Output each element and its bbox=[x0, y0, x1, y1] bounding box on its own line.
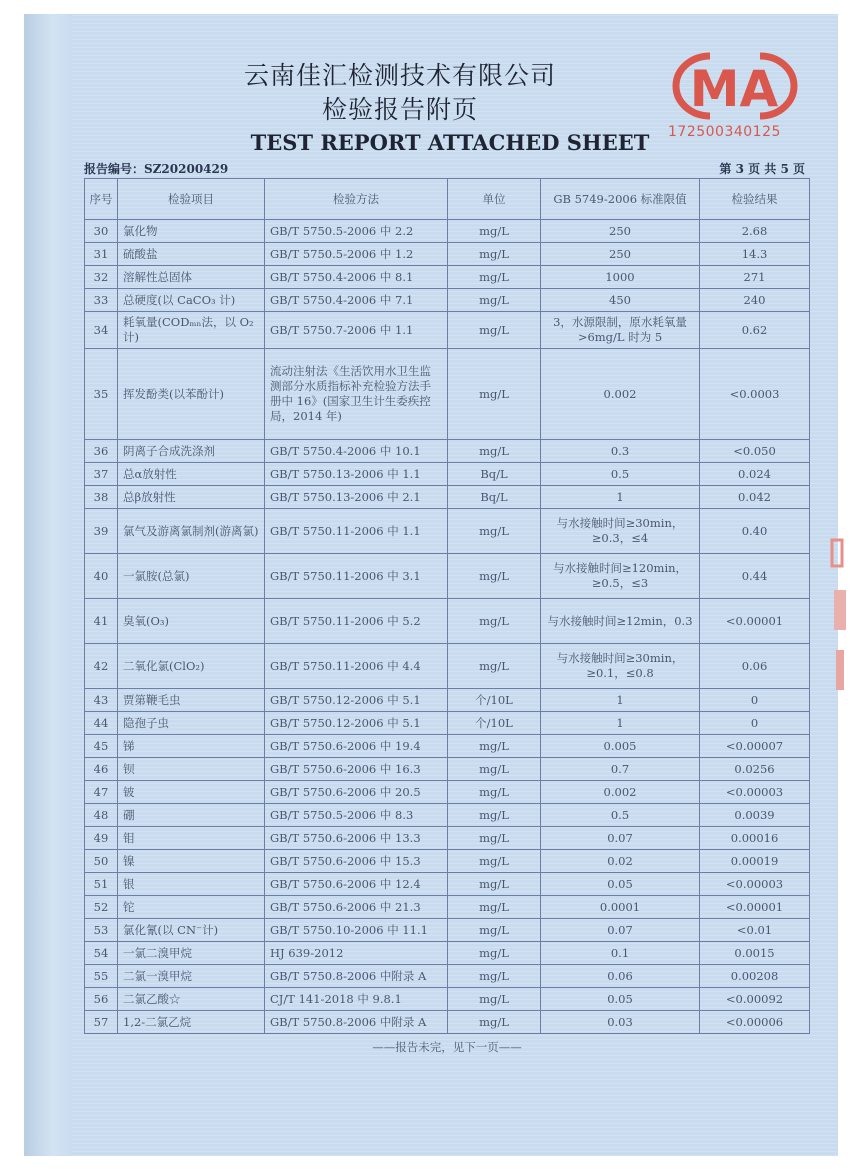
table-header-row bbox=[85, 179, 810, 220]
cell-result: 0.042 bbox=[700, 486, 810, 509]
cell-method: GB/T 5750.5-2006 中 2.2 bbox=[265, 220, 448, 243]
cell-method: GB/T 5750.4-2006 中 7.1 bbox=[265, 289, 448, 312]
cell-method: GB/T 5750.8-2006 中附录 A bbox=[265, 965, 448, 988]
cell-item: 二氧化氯(ClO₂) bbox=[118, 644, 265, 689]
cell-item: 一氯二溴甲烷 bbox=[118, 942, 265, 965]
cell-unit: mg/L bbox=[448, 554, 541, 599]
cell-result: <0.0003 bbox=[700, 349, 810, 440]
cell-unit: mg/L bbox=[448, 266, 541, 289]
seal-stamp-edge bbox=[828, 530, 850, 700]
cma-logo bbox=[670, 50, 798, 122]
cell-no: 30 bbox=[85, 220, 118, 243]
cell-result: 0.00208 bbox=[700, 965, 810, 988]
table-row bbox=[85, 440, 810, 463]
table-row bbox=[85, 850, 810, 873]
cell-method: GB/T 5750.6-2006 中 13.3 bbox=[265, 827, 448, 850]
cell-result: 14.3 bbox=[700, 243, 810, 266]
cell-method: GB/T 5750.11-2006 中 5.2 bbox=[265, 599, 448, 644]
cell-limit: 0.0001 bbox=[541, 896, 700, 919]
cell-no: 48 bbox=[85, 804, 118, 827]
cell-method: GB/T 5750.10-2006 中 11.1 bbox=[265, 919, 448, 942]
cell-method: GB/T 5750.8-2006 中附录 A bbox=[265, 1011, 448, 1034]
table-row bbox=[85, 463, 810, 486]
cell-method: GB/T 5750.12-2006 中 5.1 bbox=[265, 689, 448, 712]
table-row bbox=[85, 243, 810, 266]
cell-item: 硫酸盐 bbox=[118, 243, 265, 266]
results-table bbox=[84, 178, 810, 1060]
report-number: 报告编号：SZ20200429 bbox=[84, 162, 229, 176]
header-result: 检验结果 bbox=[700, 179, 810, 220]
cell-limit: 0.002 bbox=[541, 349, 700, 440]
cell-item: 总硬度(以 CaCO₃ 计) bbox=[118, 289, 265, 312]
cell-no: 44 bbox=[85, 712, 118, 735]
cell-unit: mg/L bbox=[448, 804, 541, 827]
cell-result: 0.44 bbox=[700, 554, 810, 599]
cell-unit: mg/L bbox=[448, 509, 541, 554]
cell-method: GB/T 5750.6-2006 中 20.5 bbox=[265, 781, 448, 804]
cell-limit: 250 bbox=[541, 243, 700, 266]
cell-limit: 0.05 bbox=[541, 988, 700, 1011]
cell-result: 0.0256 bbox=[700, 758, 810, 781]
cell-result: 0 bbox=[700, 689, 810, 712]
header-no: 序号 bbox=[85, 179, 118, 220]
cell-no: 40 bbox=[85, 554, 118, 599]
cell-result: <0.00001 bbox=[700, 599, 810, 644]
cell-no: 41 bbox=[85, 599, 118, 644]
cell-limit: 0.7 bbox=[541, 758, 700, 781]
cell-unit: 个/10L bbox=[448, 689, 541, 712]
cell-limit: 0.03 bbox=[541, 1011, 700, 1034]
cell-no: 54 bbox=[85, 942, 118, 965]
cell-result: 0.00019 bbox=[700, 850, 810, 873]
cell-limit: 0.05 bbox=[541, 873, 700, 896]
cell-item: 氯化物 bbox=[118, 220, 265, 243]
cell-unit: mg/L bbox=[448, 942, 541, 965]
cell-limit: 0.3 bbox=[541, 440, 700, 463]
cell-method: GB/T 5750.5-2006 中 8.3 bbox=[265, 804, 448, 827]
english-title: TEST REPORT ATTACHED SHEET bbox=[250, 130, 650, 155]
cell-limit: 250 bbox=[541, 220, 700, 243]
header-method: 检验方法 bbox=[265, 179, 448, 220]
cell-limit: 0.02 bbox=[541, 850, 700, 873]
cell-item: 硼 bbox=[118, 804, 265, 827]
cell-unit: mg/L bbox=[448, 220, 541, 243]
cell-unit: mg/L bbox=[448, 440, 541, 463]
cell-result: 0.0039 bbox=[700, 804, 810, 827]
cell-unit: Bq/L bbox=[448, 463, 541, 486]
cell-unit: mg/L bbox=[448, 243, 541, 266]
cell-item: 1,2-二氯乙烷 bbox=[118, 1011, 265, 1034]
cell-no: 57 bbox=[85, 1011, 118, 1034]
table-row bbox=[85, 689, 810, 712]
cell-limit: 与水接触时间≥30min，≥0.3，≤4 bbox=[541, 509, 700, 554]
cell-no: 47 bbox=[85, 781, 118, 804]
cell-no: 35 bbox=[85, 349, 118, 440]
cell-unit: Bq/L bbox=[448, 486, 541, 509]
cell-method: GB/T 5750.6-2006 中 21.3 bbox=[265, 896, 448, 919]
cell-limit: 1000 bbox=[541, 266, 700, 289]
cell-result: 0.06 bbox=[700, 644, 810, 689]
cell-result: <0.00006 bbox=[700, 1011, 810, 1034]
cell-no: 49 bbox=[85, 827, 118, 850]
cell-unit: mg/L bbox=[448, 896, 541, 919]
cell-result: 0.00016 bbox=[700, 827, 810, 850]
cell-limit: 与水接触时间≥30min，≥0.1，≤0.8 bbox=[541, 644, 700, 689]
cell-method: GB/T 5750.5-2006 中 1.2 bbox=[265, 243, 448, 266]
cell-result: 0.62 bbox=[700, 312, 810, 349]
cell-unit: mg/L bbox=[448, 919, 541, 942]
table-row bbox=[85, 312, 810, 349]
cell-method: GB/T 5750.4-2006 中 10.1 bbox=[265, 440, 448, 463]
company-name: 云南佳汇检测技术有限公司 bbox=[243, 61, 556, 90]
cell-no: 42 bbox=[85, 644, 118, 689]
cell-item: 锑 bbox=[118, 735, 265, 758]
cell-result: <0.00001 bbox=[700, 896, 810, 919]
cell-unit: mg/L bbox=[448, 644, 541, 689]
cell-method: GB/T 5750.13-2006 中 1.1 bbox=[265, 463, 448, 486]
cell-method: GB/T 5750.11-2006 中 1.1 bbox=[265, 509, 448, 554]
cell-limit: 0.1 bbox=[541, 942, 700, 965]
cell-limit: 0.5 bbox=[541, 463, 700, 486]
cell-result: <0.00007 bbox=[700, 735, 810, 758]
cell-item: 镍 bbox=[118, 850, 265, 873]
table-row bbox=[85, 509, 810, 554]
cell-limit: 0.06 bbox=[541, 965, 700, 988]
cell-method: GB/T 5750.12-2006 中 5.1 bbox=[265, 712, 448, 735]
cell-result: <0.050 bbox=[700, 440, 810, 463]
cell-unit: 个/10L bbox=[448, 712, 541, 735]
cell-result: 0 bbox=[700, 712, 810, 735]
cell-item: 铍 bbox=[118, 781, 265, 804]
table-row bbox=[85, 486, 810, 509]
cell-item: 氯气及游离氯制剂(游离氯) bbox=[118, 509, 265, 554]
cell-no: 39 bbox=[85, 509, 118, 554]
cell-method: CJ/T 141-2018 中 9.8.1 bbox=[265, 988, 448, 1011]
table-row bbox=[85, 988, 810, 1011]
header-item: 检验项目 bbox=[118, 179, 265, 220]
cell-unit: mg/L bbox=[448, 873, 541, 896]
table-row bbox=[85, 804, 810, 827]
table-row bbox=[85, 220, 810, 243]
table-footer-row bbox=[85, 1034, 810, 1061]
cell-no: 32 bbox=[85, 266, 118, 289]
cell-unit: mg/L bbox=[448, 758, 541, 781]
cell-item: 贾第鞭毛虫 bbox=[118, 689, 265, 712]
cell-method: HJ 639-2012 bbox=[265, 942, 448, 965]
cell-no: 56 bbox=[85, 988, 118, 1011]
cell-method: 流动注射法《生活饮用水卫生监测部分水质指标补充检验方法手册中 16》(国家卫生计生委疾控局，2014 年) bbox=[265, 349, 448, 440]
table-row bbox=[85, 758, 810, 781]
cell-no: 31 bbox=[85, 243, 118, 266]
cell-unit: mg/L bbox=[448, 965, 541, 988]
cell-no: 43 bbox=[85, 689, 118, 712]
cell-limit: 与水接触时间≥120min，≥0.5，≤3 bbox=[541, 554, 700, 599]
table-row bbox=[85, 735, 810, 758]
cell-no: 52 bbox=[85, 896, 118, 919]
cell-result: 2.68 bbox=[700, 220, 810, 243]
cell-result: <0.00092 bbox=[700, 988, 810, 1011]
table-row bbox=[85, 873, 810, 896]
cell-result: <0.00003 bbox=[700, 873, 810, 896]
cell-method: GB/T 5750.6-2006 中 19.4 bbox=[265, 735, 448, 758]
cell-unit: mg/L bbox=[448, 599, 541, 644]
cell-unit: mg/L bbox=[448, 735, 541, 758]
page-fold-shadow bbox=[24, 14, 72, 1156]
cell-item: 氯化氰(以 CN⁻计) bbox=[118, 919, 265, 942]
cell-method: GB/T 5750.7-2006 中 1.1 bbox=[265, 312, 448, 349]
cell-method: GB/T 5750.6-2006 中 12.4 bbox=[265, 873, 448, 896]
cell-item: 二氯乙酸☆ bbox=[118, 988, 265, 1011]
cell-limit: 1 bbox=[541, 486, 700, 509]
cell-item: 隐孢子虫 bbox=[118, 712, 265, 735]
cell-no: 55 bbox=[85, 965, 118, 988]
cell-item: 钼 bbox=[118, 827, 265, 850]
cell-item: 银 bbox=[118, 873, 265, 896]
page-indicator: 第 3 页 共 5 页 bbox=[719, 162, 805, 176]
table-row bbox=[85, 349, 810, 440]
cell-limit: 1 bbox=[541, 689, 700, 712]
cell-item: 总α放射性 bbox=[118, 463, 265, 486]
table-row bbox=[85, 554, 810, 599]
cell-limit: 3，水源限制，原水耗氧量>6mg/L 时为 5 bbox=[541, 312, 700, 349]
cma-certificate-code: 172500340125 bbox=[668, 124, 781, 140]
cell-no: 37 bbox=[85, 463, 118, 486]
header-limit: GB 5749-2006 标准限值 bbox=[541, 179, 700, 220]
cell-limit: 0.5 bbox=[541, 804, 700, 827]
cell-result: 0.0015 bbox=[700, 942, 810, 965]
header-unit: 单位 bbox=[448, 179, 541, 220]
cell-no: 50 bbox=[85, 850, 118, 873]
cell-unit: mg/L bbox=[448, 1011, 541, 1034]
cell-unit: mg/L bbox=[448, 988, 541, 1011]
cell-no: 33 bbox=[85, 289, 118, 312]
cell-unit: mg/L bbox=[448, 312, 541, 349]
cell-item: 一氯胺(总氯) bbox=[118, 554, 265, 599]
cell-no: 34 bbox=[85, 312, 118, 349]
cell-result: 0.024 bbox=[700, 463, 810, 486]
cell-result: 240 bbox=[700, 289, 810, 312]
cell-method: GB/T 5750.11-2006 中 4.4 bbox=[265, 644, 448, 689]
cell-method: GB/T 5750.6-2006 中 16.3 bbox=[265, 758, 448, 781]
cell-result: 0.40 bbox=[700, 509, 810, 554]
table-row bbox=[85, 827, 810, 850]
table-row bbox=[85, 644, 810, 689]
cell-method: GB/T 5750.4-2006 中 8.1 bbox=[265, 266, 448, 289]
cell-item: 总β放射性 bbox=[118, 486, 265, 509]
cell-unit: mg/L bbox=[448, 289, 541, 312]
table-row bbox=[85, 965, 810, 988]
cell-limit: 0.005 bbox=[541, 735, 700, 758]
cell-no: 46 bbox=[85, 758, 118, 781]
table-row bbox=[85, 781, 810, 804]
table-body bbox=[85, 220, 810, 1034]
cell-unit: mg/L bbox=[448, 349, 541, 440]
table-row bbox=[85, 599, 810, 644]
cell-limit: 与水接触时间≥12min，0.3 bbox=[541, 599, 700, 644]
cell-method: GB/T 5750.6-2006 中 15.3 bbox=[265, 850, 448, 873]
cell-limit: 0.07 bbox=[541, 827, 700, 850]
cell-no: 36 bbox=[85, 440, 118, 463]
table-row bbox=[85, 712, 810, 735]
table-row bbox=[85, 289, 810, 312]
cell-unit: mg/L bbox=[448, 827, 541, 850]
cell-item: 挥发酚类(以苯酚计) bbox=[118, 349, 265, 440]
table-row bbox=[85, 896, 810, 919]
cell-result: <0.01 bbox=[700, 919, 810, 942]
cell-item: 耗氧量(CODₘₙ法，以 O₂ 计) bbox=[118, 312, 265, 349]
cell-item: 溶解性总固体 bbox=[118, 266, 265, 289]
cell-limit: 450 bbox=[541, 289, 700, 312]
table-row bbox=[85, 266, 810, 289]
table-row bbox=[85, 1011, 810, 1034]
cell-no: 51 bbox=[85, 873, 118, 896]
cell-limit: 1 bbox=[541, 712, 700, 735]
cma-logo-text: MA bbox=[689, 60, 779, 118]
cell-unit: mg/L bbox=[448, 781, 541, 804]
table-row bbox=[85, 919, 810, 942]
cell-limit: 0.07 bbox=[541, 919, 700, 942]
cell-no: 38 bbox=[85, 486, 118, 509]
cell-result: 271 bbox=[700, 266, 810, 289]
cell-item: 钡 bbox=[118, 758, 265, 781]
cell-no: 45 bbox=[85, 735, 118, 758]
cell-method: GB/T 5750.13-2006 中 2.1 bbox=[265, 486, 448, 509]
cell-limit: 0.002 bbox=[541, 781, 700, 804]
cell-item: 铊 bbox=[118, 896, 265, 919]
cell-item: 阴离子合成洗涤剂 bbox=[118, 440, 265, 463]
cell-item: 二氯一溴甲烷 bbox=[118, 965, 265, 988]
cell-result: <0.00003 bbox=[700, 781, 810, 804]
continuation-note: ——报告未完，见下一页—— bbox=[372, 1039, 522, 1054]
cell-unit: mg/L bbox=[448, 850, 541, 873]
report-subtitle: 检验报告附页 bbox=[321, 95, 478, 124]
table-row bbox=[85, 942, 810, 965]
cell-method: GB/T 5750.11-2006 中 3.1 bbox=[265, 554, 448, 599]
cell-item: 臭氧(O₃) bbox=[118, 599, 265, 644]
cell-no: 53 bbox=[85, 919, 118, 942]
